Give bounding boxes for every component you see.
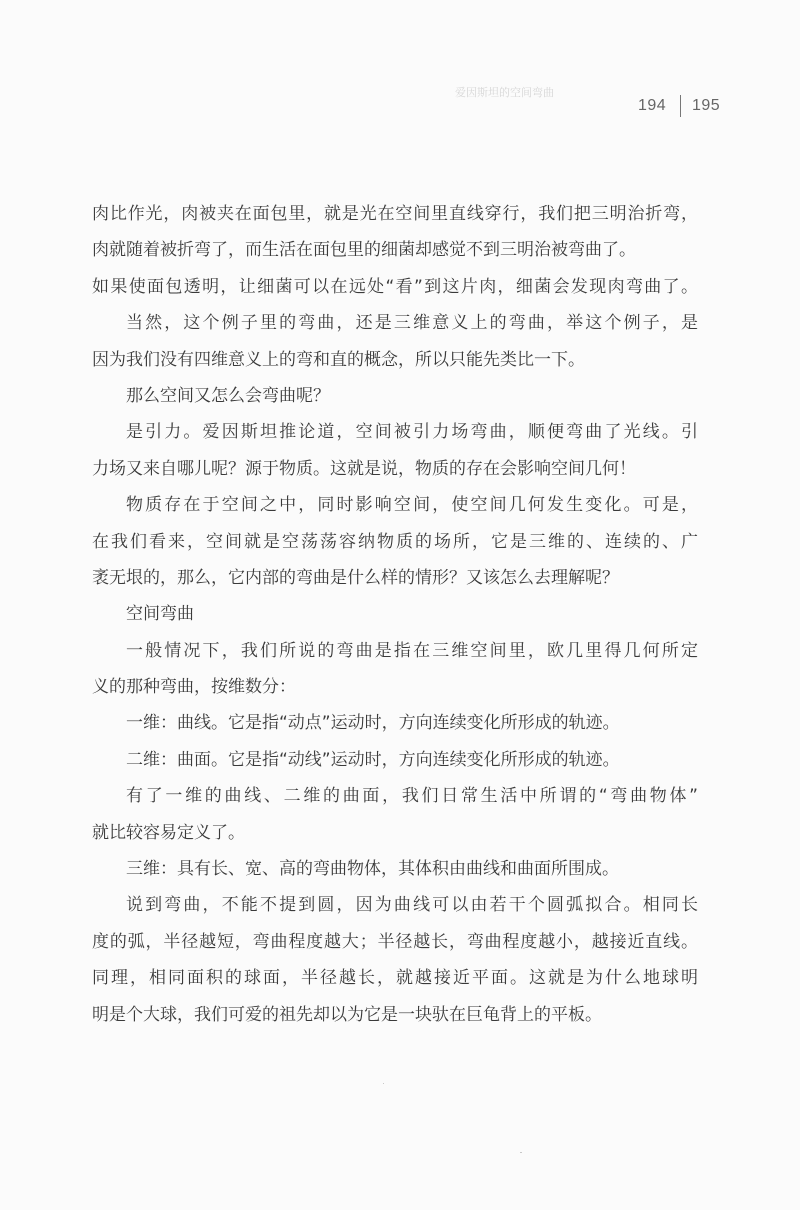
page-number-left: 194: [638, 97, 667, 114]
text-line: 度的弧，半径越短，弯曲程度越大；半径越长，弯曲程度越小，越接近直线。: [92, 931, 698, 952]
text-line: 说到弯曲，不能不提到圆，因为曲线可以由若干个圆弧拟合。相同长: [126, 895, 698, 916]
text-line: 有了一维的曲线、二维的曲面，我们日常生活中所谓的“弯曲物体”: [126, 786, 698, 807]
text-line: 肉比作光，肉被夹在面包里，就是光在空间里直线穿行，我们把三明治折弯，: [92, 204, 698, 224]
text-line: 在我们看来，空间就是空荡荡容纳物质的场所，它是三维的、连续的、广: [92, 531, 698, 552]
text-line: 一维：曲线。它是指“动点”运动时，方向连续变化所形成的轨迹。: [126, 713, 620, 734]
running-header: 爱因斯坦的空间弯曲: [455, 86, 554, 99]
text-line: 同理，相同面积的球面，半径越长，就越接近平面。这就是为什么地球明: [92, 968, 698, 989]
text-line: 一般情况下，我们所说的弯曲是指在三维空间里，欧几里得几何所定: [126, 640, 698, 661]
text-line: 就比较容易定义了。: [92, 822, 245, 843]
text-line: 当然，这个例子里的弯曲，还是三维意义上的弯曲，举这个例子，是: [126, 313, 698, 334]
text-line: 如果使面包透明，让细菌可以在远处“看”到这片肉，细菌会发现肉弯曲了。: [92, 276, 698, 297]
text-line: 明是个大球，我们可爱的祖先却以为它是一块驮在巨龟背上的平板。: [92, 1004, 602, 1025]
text-line: 二维：曲面。它是指“动线”运动时，方向连续变化所形成的轨迹。: [126, 749, 620, 770]
text-line: 袤无垠的，那么，它内部的弯曲是什么样的情形？又该怎么去理解呢？: [92, 567, 619, 588]
text-line: 物质存在于空间之中，同时影响空间，使空间几何发生变化。可是，: [126, 495, 698, 516]
page-number-separator: [680, 95, 681, 117]
text-line: 肉就随着被折弯了，而生活在面包里的细菌却感觉不到三明治被弯曲了。: [92, 240, 636, 261]
scan-speck: [383, 1083, 384, 1084]
text-line: 力场又来自哪儿呢？源于物质。这就是说，物质的存在会影响空间几何！: [92, 458, 636, 479]
scan-speck: [520, 1152, 522, 1153]
page-number-right: 195: [692, 97, 721, 114]
text-line: 是引力。爱因斯坦推论道，空间被引力场弯曲，顺便弯曲了光线。引: [126, 422, 698, 443]
text-line: 因为我们没有四维意义上的弯和直的概念，所以只能先类比一下。: [92, 349, 585, 370]
text-line: 义的那种弯曲，按维数分：: [92, 677, 296, 698]
text-line: 那么空间又怎么会弯曲呢？: [126, 385, 330, 406]
section-heading: 空间弯曲: [126, 604, 194, 625]
text-line: 三维：具有长、宽、高的弯曲物体，其体积由曲线和曲面所围成。: [126, 859, 619, 880]
body-text: [92, 196, 698, 1033]
